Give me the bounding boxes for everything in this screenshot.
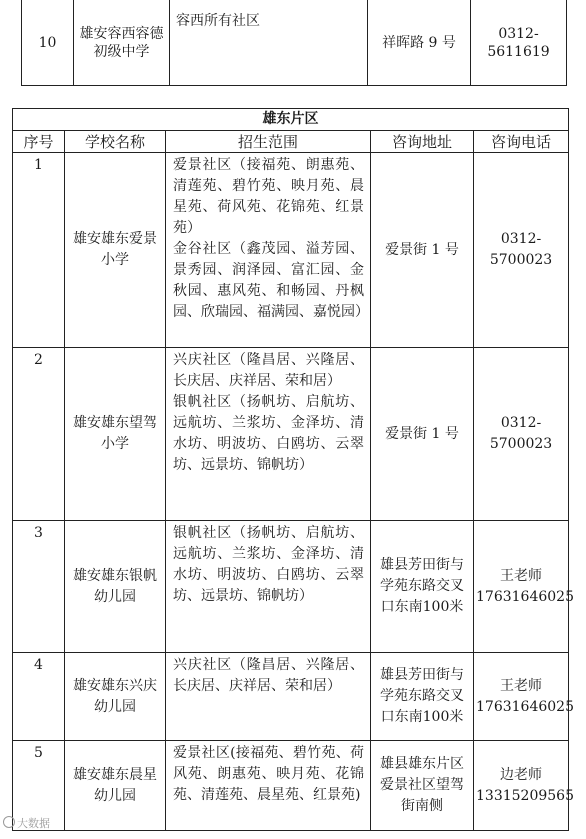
row-number: 2 [13, 348, 65, 521]
table-row [13, 348, 569, 521]
consult-address: 雄县芳田街与学苑东路交叉口东南100米 [371, 653, 474, 741]
enrollment-range: 容西所有社区 [170, 0, 368, 86]
range-paragraph: 兴庆社区（隆昌居、兴隆居、长庆居、庆祥居、荣和居） [173, 657, 364, 694]
consult-address: 爱景街 1 号 [371, 348, 474, 521]
consult-phone: 0312-5611619 [471, 0, 567, 86]
row-number: 4 [13, 653, 65, 741]
header-number: 序号 [13, 131, 65, 153]
consult-address: 爱景街 1 号 [371, 153, 474, 348]
consult-phone: 0312-5700023 [474, 153, 569, 348]
table-row [13, 653, 569, 741]
enrollment-range [166, 653, 371, 741]
school-name: 雄安雄东爱景小学 [65, 153, 166, 348]
header-phone: 咨询电话 [474, 131, 569, 153]
school-name: 雄安雄东银帆幼儿园 [65, 521, 166, 653]
header-row [13, 131, 569, 153]
header-school: 学校名称 [65, 131, 166, 153]
school-name: 雄安雄东兴庆幼儿园 [65, 653, 166, 741]
consult-phone [474, 653, 574, 741]
contact-name: 王老师 [500, 567, 543, 584]
region-title: 雄东片区 [13, 109, 569, 131]
enrollment-range [166, 521, 371, 653]
consult-phone [474, 521, 574, 653]
range-paragraph: 爱景社区(接福苑、碧竹苑、荷风苑、朗惠苑、映月苑、花锦苑、清莲苑、晨星苑、红景苑) [173, 745, 364, 803]
contact-number: 13315209565 [476, 787, 574, 804]
watermark-logo-icon [3, 816, 15, 828]
consult-address: 雄县芳田街与学苑东路交叉口东南100米 [371, 521, 474, 653]
contact-name: 王老师 [500, 677, 543, 694]
row-number: 1 [13, 153, 65, 348]
row-number: 3 [13, 521, 65, 653]
table-row [13, 153, 569, 348]
contact-number: 17631646025 [476, 588, 574, 605]
school-name: 雄安容西容德初级中学 [74, 0, 170, 86]
table-row [13, 521, 569, 653]
previous-section-last-row [21, 0, 567, 86]
watermark-text: 大数据 [17, 817, 50, 830]
range-paragraph: 银帆社区（扬帆坊、启航坊、远航坊、兰浆坊、金泽坊、清水坊、明波坊、白鸥坊、云翠坊、远景坊、锦帆坊） [173, 394, 364, 473]
consult-address: 祥晖路 9 号 [368, 0, 471, 86]
school-name: 雄安雄东晨星幼儿园 [65, 741, 166, 831]
enrollment-range [166, 741, 371, 831]
range-paragraph: 银帆社区（扬帆坊、启航坊、远航坊、兰浆坊、金泽坊、清水坊、明波坊、白鸥坊、云翠坊、远景坊、锦帆坊） [173, 525, 364, 604]
school-name: 雄安雄东望驾小学 [65, 348, 166, 521]
row-number: 5 [13, 741, 65, 831]
range-paragraph: 爱景社区（接福苑、朗惠苑、清莲苑、碧竹苑、映月苑、晨星苑、荷风苑、花锦苑、红景苑） [173, 157, 364, 236]
enrollment-range [166, 153, 371, 348]
header-address: 咨询地址 [371, 131, 474, 153]
contact-name: 边老师 [500, 766, 543, 783]
row-number: 10 [22, 0, 74, 86]
xiongdong-district-table [12, 108, 574, 831]
range-paragraph: 金谷社区（鑫茂园、溢芳园、景秀园、润泽园、富汇园、金秋园、惠风苑、和畅园、丹枫园、欣瑞园、福满园、嘉悦园） [173, 241, 369, 320]
header-range: 招生范围 [166, 131, 371, 153]
consult-phone: 0312-5700023 [474, 348, 569, 521]
watermark [3, 815, 50, 831]
table-row [22, 0, 567, 86]
table-row [13, 741, 569, 831]
consult-address: 雄县雄东片区爱景社区望驾街南侧 [371, 741, 474, 831]
enrollment-range [166, 348, 371, 521]
range-paragraph: 兴庆社区（隆昌居、兴隆居、长庆居、庆祥居、荣和居） [173, 352, 364, 389]
consult-phone [474, 741, 574, 831]
contact-number: 17631646025 [476, 698, 574, 715]
